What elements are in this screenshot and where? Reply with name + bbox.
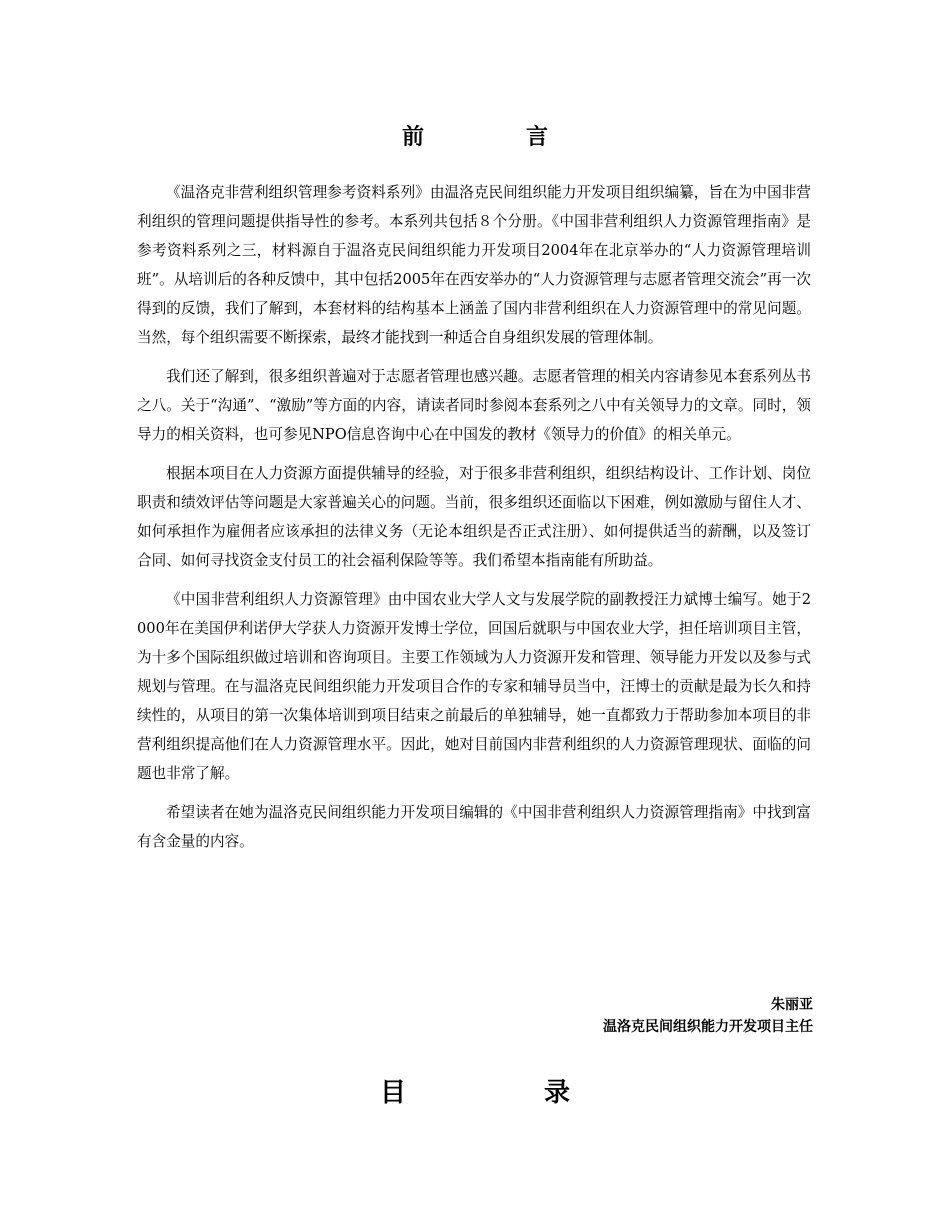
signature-name: 朱丽亚 — [771, 997, 813, 1013]
signature-title: 温洛克民间组织能力开发项目主任 — [603, 1019, 813, 1035]
preface-paragraph-2: 我们还了解到，很多组织普遍对于志愿者管理也感兴趣。志愿者管理的相关内容请参见本套系列丛书之八。关于“沟通”、“激励”等方面的内容，请读者同时参阅本套系列之八中有关领导力的文章。同时，领导力的相关资料，也可参见NPO信息咨询中心在中国发的教材《领导力的价值》的相关单元。 — [137, 368, 811, 443]
preface-paragraph-4: 《中国非营利组织人力资源管理》由中国农业大学人文与发展学院的副教授汪力斌博士编写。她于2000年在美国伊利诺伊大学获人力资源开发博士学位，回国后就职与中国农业大学，担任培训项目主管，为十多个国际组织做过培训和咨询项目。主要工作领域为人力资源开发和管理、领导能力开发以及参与式规划与管理。在与温洛克民间组织能力开发项目合作的专家和辅导员当中，汪博士的贡献是最为长久和持续性的，从项目的第一次集体培训到项目结束之前最后的单独辅导，她一直都致力于帮助参加本项目的非营利组织提高他们在人力资源管理水平。因此，她对目前国内非营利组织的人力资源管理现状、面临的问题也非常了解。 — [137, 591, 811, 782]
signature-block — [603, 994, 813, 1038]
preface-paragraph-3: 根据本项目在人力资源方面提供辅导的经验，对于很多非营利组织，组织结构设计、工作计划、岗位职责和绩效评估等问题是大家普遍关心的问题。当前，很多组织还面临以下困难，例如激励与留住人才、如何承担作为雇佣者应该承担的法律义务（无论本组织是否正式注册）、如何提供适当的薪酬，以及签订合同、如何寻找资金支付员工的社会福利保险等等。我们希望本指南能有所助益。 — [137, 465, 811, 569]
contents-title: 目 录 — [379, 1078, 626, 1108]
preface-paragraph-1: 《温洛克非营利组织管理参考资料系列》由温洛克民间组织能力开发项目组织编纂，旨在为中国非营利组织的管理问题提供指导性的参考。本系列共包括８个分册。《中国非营利组织人力资源管理指南》是参考资料系列之三，材料源自于温洛克民间组织能力开发项目2004年在北京举办的“人力资源管理培训班”。从培训后的各种反馈中，其中包括2005年在西安举办的“人力资源管理与志愿者管理交流会”再一次得到的反馈，我们了解到，本套材料的结构基本上涵盖了国内非营利组织在人力资源管理中的常见问题。当然，每个组织需要不断探索，最终才能找到一种适合自身组织发展的管理体制。 — [137, 184, 811, 346]
preface-body — [137, 178, 811, 866]
preface-title: 前 言 — [401, 125, 588, 150]
preface-paragraph-5: 希望读者在她为温洛克民间组织能力开发项目编辑的《中国非营利组织人力资源管理指南》中找到富有含金量的内容。 — [137, 804, 811, 850]
